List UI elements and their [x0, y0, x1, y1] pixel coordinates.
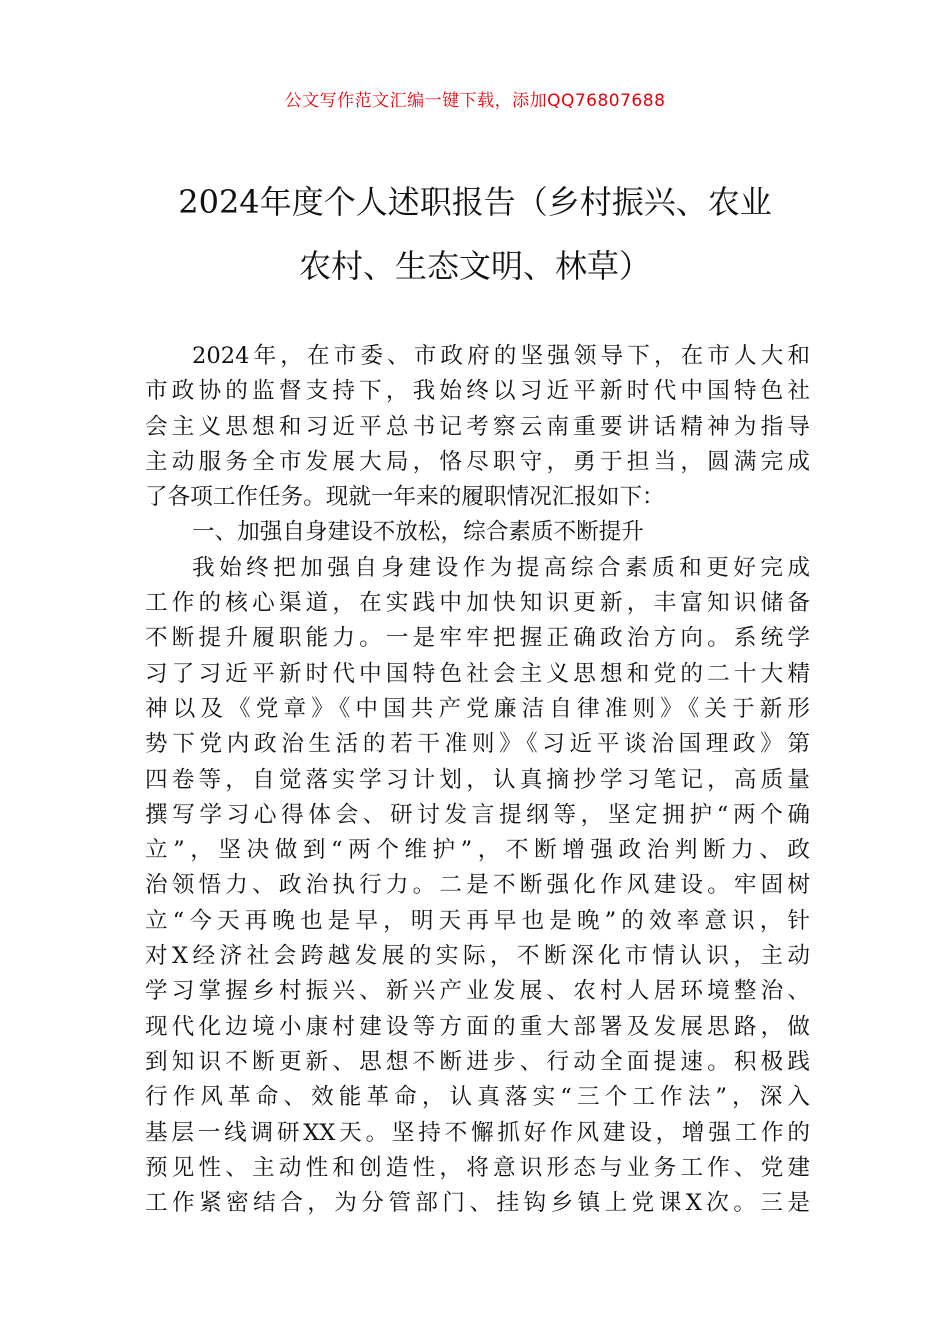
paragraph-line: 我始终把加强自身建设作为提高综合素质和更好完成	[192, 554, 810, 581]
paragraph-line: 治领悟力、政治执行力。二是不断强化作风建设。牢固树	[145, 872, 810, 899]
paragraph-line: 立”，坚决做到“两个维护”，不断增强政治判断力、政	[145, 837, 810, 864]
paragraph-line: 了各项工作任务。现就一年来的履职情况汇报如下：	[145, 484, 665, 511]
paragraph-line: 四卷等，自觉落实学习计划，认真摘抄学习笔记，高质量	[145, 766, 810, 793]
section-heading: 一、加强自身建设不放松，综合素质不断提升	[192, 519, 644, 546]
title-line: 2024年度个人述职报告（乡村振兴、农业	[178, 183, 772, 221]
paragraph-line: 立“今天再晚也是早，明天再早也是晚”的效率意识，针	[145, 907, 810, 934]
document-body	[145, 339, 810, 1221]
paragraph-line: 基层一线调研XX天。坚持不懈抓好作风建设，增强工作的	[145, 1119, 810, 1146]
paragraph-line: 市政协的监督支持下，我始终以习近平新时代中国特色社	[145, 378, 810, 405]
paragraph-line: 习了习近平新时代中国特色社会主义思想和党的二十大精	[145, 660, 810, 687]
title-line: 农村、生态文明、林草）	[298, 247, 651, 285]
paragraph-line: 现代化边境小康村建设等方面的重大部署及发展思路，做	[145, 1013, 810, 1040]
paragraph-line: 不断提升履职能力。一是牢牢把握正确政治方向。系统学	[145, 625, 810, 652]
paragraph-line: 学习掌握乡村振兴、新兴产业发展、农村人居环境整治、	[145, 978, 810, 1005]
paragraph-line: 势下党内政治生活的若干准则》《习近平谈治国理政》第	[145, 731, 810, 758]
promo-banner[interactable]: 公文写作范文汇编一键下载，添加QQ76807688	[284, 91, 666, 111]
paragraph-line: 预见性、主动性和创造性，将意识形态与业务工作、党建	[145, 1154, 810, 1181]
paragraph-line: 对X经济社会跨越发展的实际，不断深化市情认识，主动	[145, 943, 810, 970]
paragraph-line: 会主义思想和习近平总书记考察云南重要讲话精神为指导	[145, 413, 810, 440]
paragraph-line: 工作的核心渠道，在实践中加快知识更新，丰富知识储备	[145, 590, 810, 617]
paragraph-line: 主动服务全市发展大局，恪尽职守，勇于担当，圆满完成	[145, 448, 810, 475]
document-title	[120, 170, 830, 298]
paragraph-line: 神以及《党章》《中国共产党廉洁自律准则》《关于新形	[145, 695, 810, 722]
paragraph-line: 工作紧密结合，为分管部门、挂钩乡镇上党课X次。三是	[145, 1190, 810, 1217]
paragraph-line: 到知识不断更新、思想不断进步、行动全面提速。积极践	[145, 1048, 810, 1075]
paragraph-line: 行作风革命、效能革命，认真落实“三个工作法”，深入	[145, 1084, 810, 1111]
paragraph-line: 撰写学习心得体会、研讨发言提纲等，坚定拥护“两个确	[145, 801, 810, 828]
paragraph-line: 2024年，在市委、市政府的坚强领导下，在市人大和	[192, 343, 810, 369]
